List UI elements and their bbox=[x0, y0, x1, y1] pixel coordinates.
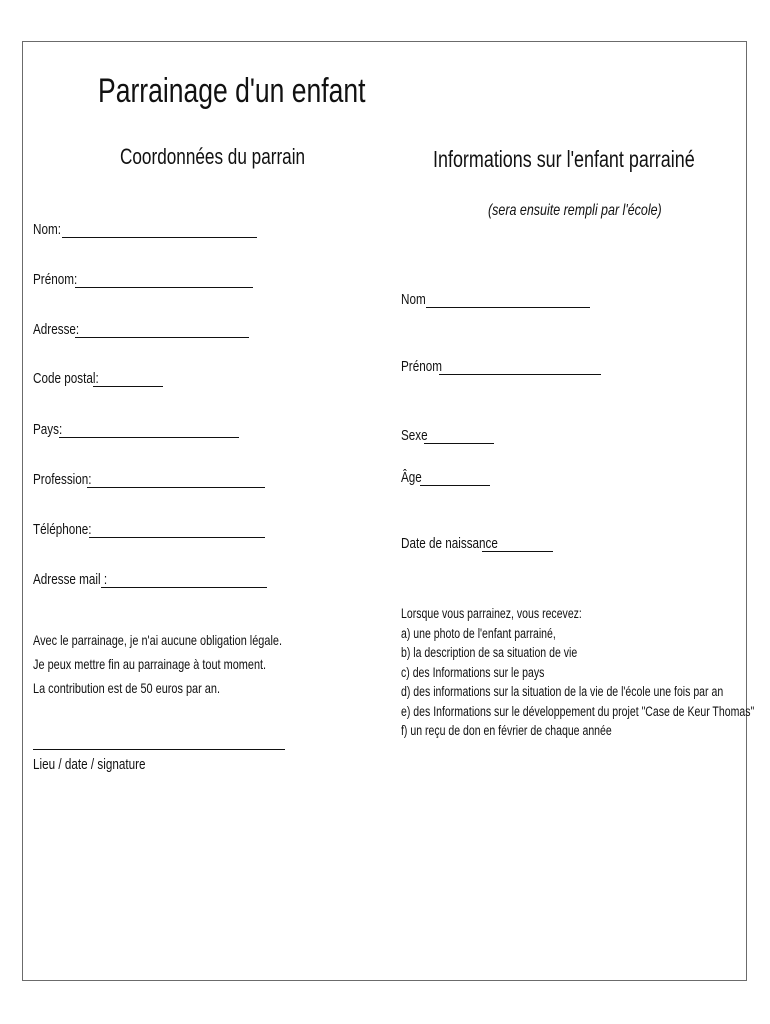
sponsor-email-field[interactable] bbox=[33, 570, 263, 590]
sponsor-prenom-line bbox=[75, 287, 253, 288]
child-nom-line bbox=[426, 307, 590, 308]
child-birthdate-field[interactable] bbox=[401, 534, 621, 554]
child-age-label: Âge bbox=[401, 469, 422, 486]
statement-line: Avec le parrainage, je n'ai aucune obligation légale. bbox=[33, 632, 282, 648]
sponsor-code-postal-field[interactable] bbox=[33, 369, 263, 389]
sponsor-pays-line bbox=[59, 437, 239, 438]
sponsor-nom-line bbox=[62, 237, 257, 238]
benefit-item: c) des Informations sur le pays bbox=[401, 664, 545, 680]
child-age-field[interactable] bbox=[401, 468, 621, 488]
signature-line[interactable] bbox=[33, 749, 285, 750]
benefit-item: e) des Informations sur le développement du projet "Case de Keur Thomas" bbox=[401, 703, 755, 719]
sponsor-adresse-line bbox=[75, 337, 249, 338]
sponsor-telephone-label: Téléphone: bbox=[33, 521, 92, 538]
child-nom-field[interactable] bbox=[401, 290, 621, 310]
school-note: (sera ensuite rempli par l'école) bbox=[488, 202, 662, 219]
form-page bbox=[22, 41, 755, 981]
sponsor-adresse-field[interactable] bbox=[33, 320, 263, 340]
child-birthdate-line bbox=[482, 551, 553, 552]
sponsor-email-line bbox=[101, 587, 267, 588]
sponsor-email-label: Adresse mail : bbox=[33, 571, 108, 588]
page-title: Parrainage d'un enfant bbox=[98, 72, 366, 110]
benefits-intro: Lorsque vous parrainez, vous recevez: bbox=[401, 606, 582, 621]
benefits-list bbox=[401, 604, 755, 741]
child-sexe-label: Sexe bbox=[401, 427, 428, 444]
sponsor-code-postal-line bbox=[93, 386, 163, 387]
benefit-item: b) la description de sa situation de vie bbox=[401, 645, 578, 660]
child-sexe-line bbox=[424, 443, 494, 444]
child-birthdate-label: Date de naissance bbox=[401, 535, 498, 552]
statement-line: La contribution est de 50 euros par an. bbox=[33, 680, 220, 696]
benefit-item: f) un reçu de don en février de chaque année bbox=[401, 723, 612, 738]
sponsor-nom-label: Nom: bbox=[33, 221, 61, 238]
sponsor-prenom-label: Prénom: bbox=[33, 271, 78, 288]
sponsor-telephone-field[interactable] bbox=[33, 520, 263, 540]
sponsor-profession-label: Profession: bbox=[33, 471, 92, 488]
sponsor-nom-field[interactable] bbox=[33, 220, 263, 240]
signature-label: Lieu / date / signature bbox=[33, 756, 146, 773]
sponsor-profession-field[interactable] bbox=[33, 470, 263, 490]
benefit-item: a) une photo de l'enfant parrainé, bbox=[401, 625, 556, 641]
statement-line: Je peux mettre fin au parrainage à tout moment. bbox=[33, 656, 267, 672]
child-section-heading: Informations sur l'enfant parrainé bbox=[433, 146, 695, 172]
sponsorship-statements bbox=[33, 628, 353, 700]
child-prenom-label: Prénom bbox=[401, 358, 442, 375]
child-prenom-field[interactable] bbox=[401, 357, 621, 377]
child-prenom-line bbox=[439, 374, 601, 375]
child-age-line bbox=[420, 485, 490, 486]
sponsor-profession-line bbox=[87, 487, 265, 488]
sponsor-section-heading: Coordonnées du parrain bbox=[120, 144, 306, 169]
sponsor-pays-field[interactable] bbox=[33, 420, 263, 440]
child-nom-label: Nom bbox=[401, 291, 426, 308]
child-sexe-field[interactable] bbox=[401, 426, 621, 446]
sponsor-adresse-label: Adresse: bbox=[33, 321, 80, 338]
sponsor-prenom-field[interactable] bbox=[33, 270, 263, 290]
sponsor-pays-label: Pays: bbox=[33, 421, 63, 438]
sponsor-telephone-line bbox=[89, 537, 265, 538]
sponsor-code-postal-label: Code postal: bbox=[33, 370, 99, 387]
benefit-item: d) des informations sur la situation de la vie de l'école une fois par an bbox=[401, 684, 724, 699]
